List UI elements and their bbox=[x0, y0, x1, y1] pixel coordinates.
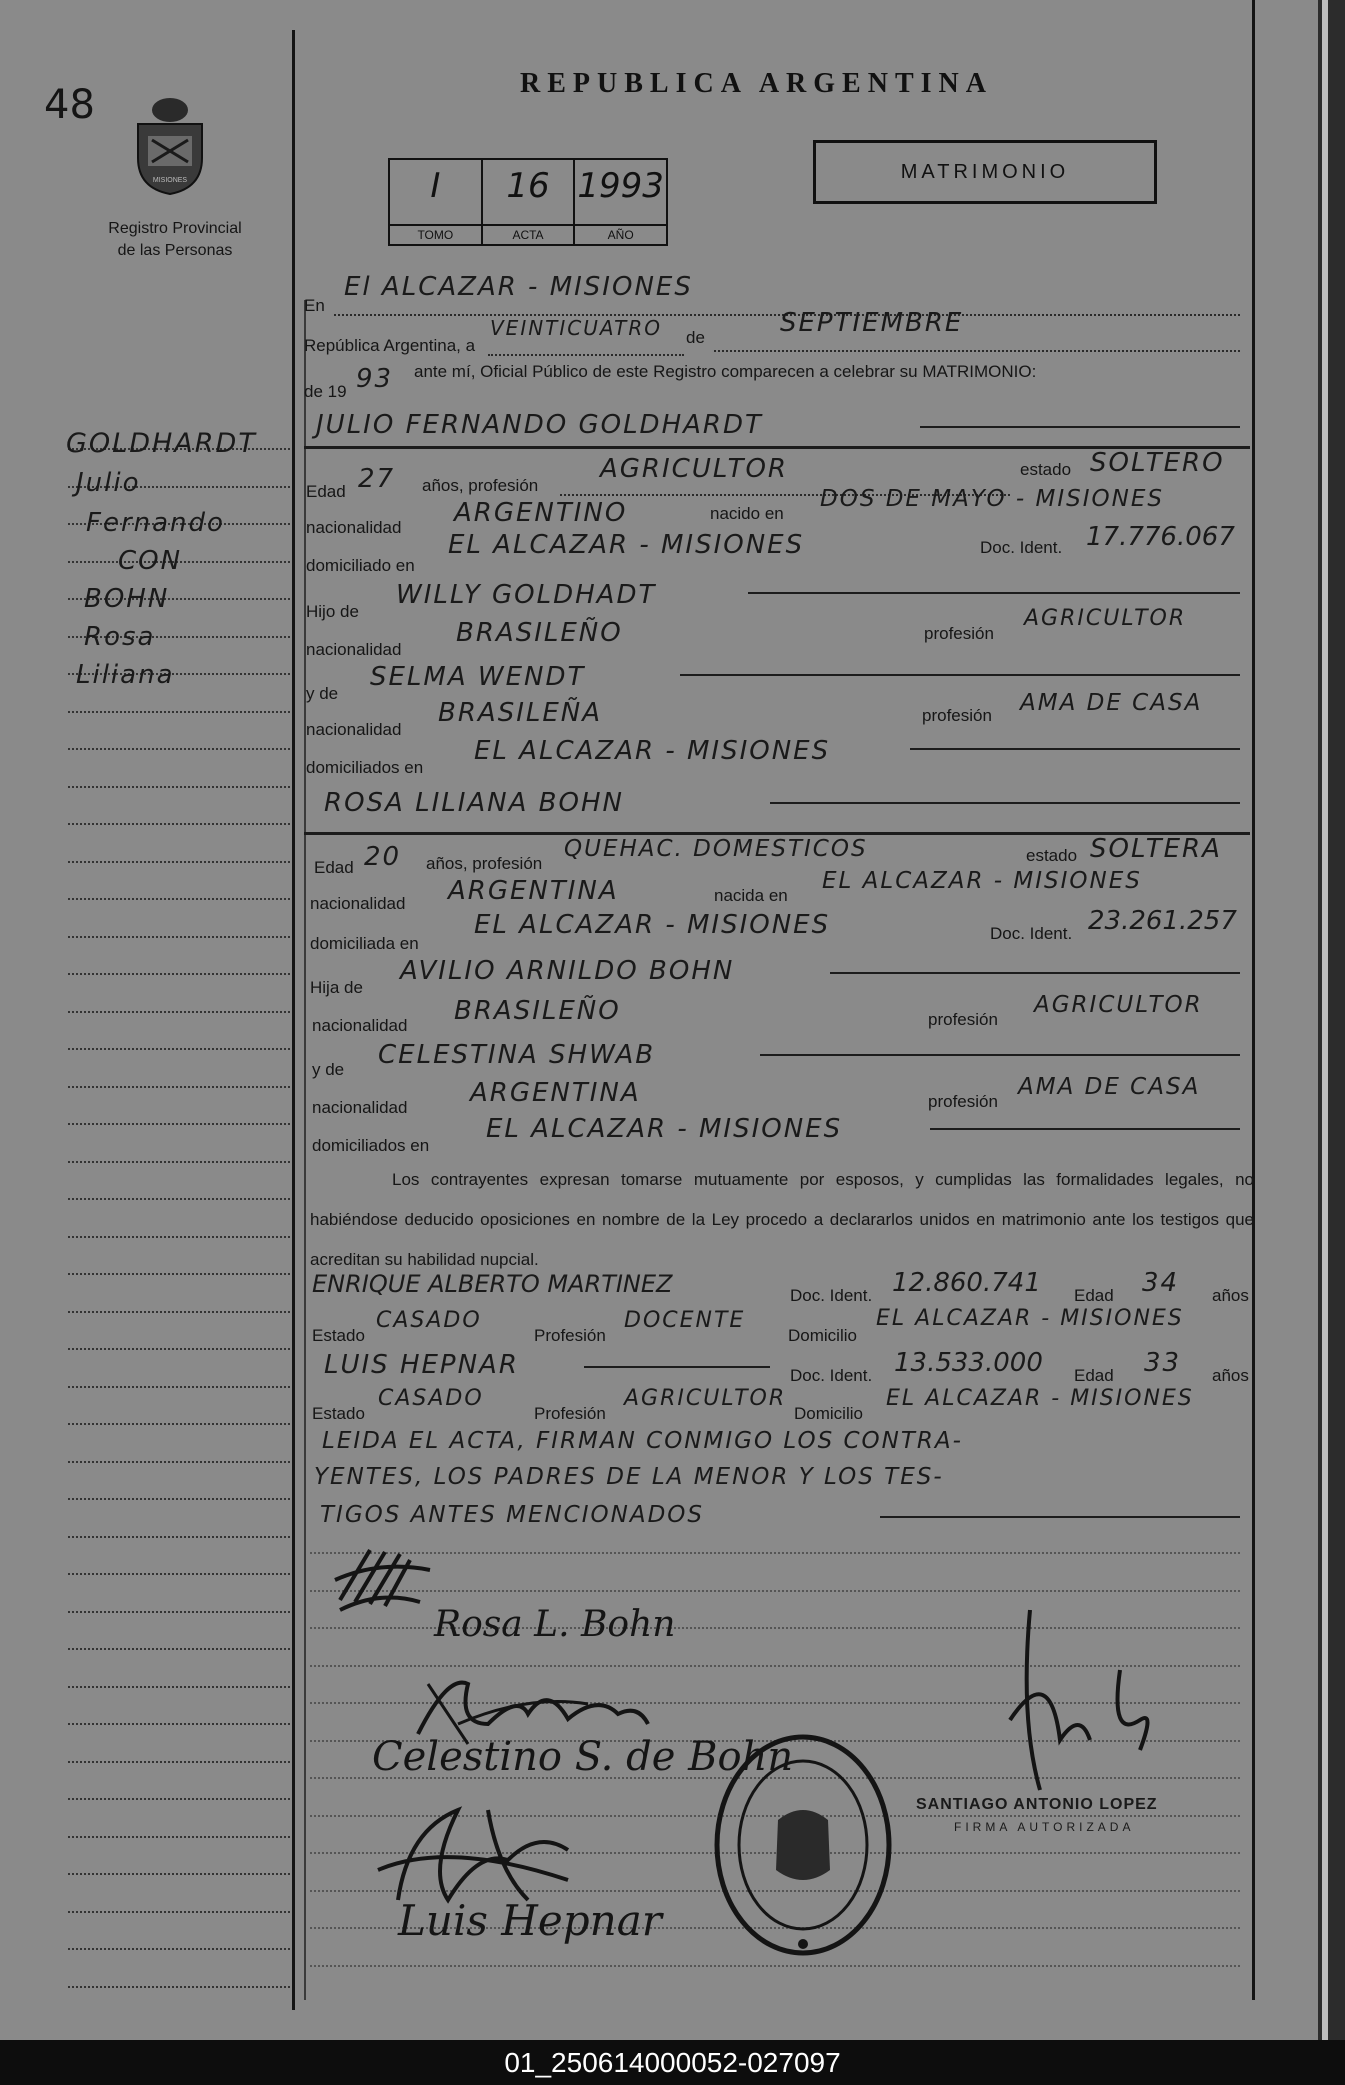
bride-fprof-label: profesión bbox=[928, 1010, 998, 1029]
margin-rule bbox=[68, 861, 290, 863]
body-rule bbox=[310, 1552, 1240, 1554]
bride-mother-line bbox=[760, 1054, 1240, 1056]
official-signature-mark bbox=[990, 1600, 1180, 1800]
groom-nac-label: nacionalidad bbox=[306, 518, 402, 537]
bride-mprof-label: profesión bbox=[928, 1092, 998, 1111]
margin-rule bbox=[68, 1348, 290, 1350]
en-label: En bbox=[304, 296, 325, 315]
margin-rule bbox=[68, 1198, 290, 1200]
margin-rule bbox=[68, 1461, 290, 1463]
margin-divider bbox=[292, 30, 295, 2010]
bride-signature: Rosa L. Bohn bbox=[434, 1604, 676, 1645]
bride-profesion-label: años, profesión bbox=[426, 854, 543, 873]
bride-profession: QUEHAC. DOMESTICOS bbox=[564, 836, 868, 862]
mother-signature: Celestino S. de Bohn bbox=[372, 1734, 794, 1780]
groom-father-nationality: BRASILEÑO bbox=[456, 618, 623, 648]
de-label: de bbox=[686, 328, 705, 347]
margin-rule bbox=[68, 823, 290, 825]
witness2-estado-label: Estado bbox=[312, 1404, 365, 1423]
groom-name: JULIO FERNANDO GOLDHARDT bbox=[316, 410, 763, 440]
witness2-profession: AGRICULTOR bbox=[624, 1386, 787, 1411]
bride-estado-label: estado bbox=[1026, 846, 1078, 865]
groom-mother: SELMA WENDT bbox=[370, 662, 586, 692]
margin-rule bbox=[68, 1948, 290, 1950]
witness1-doc: 12.860.741 bbox=[892, 1268, 1041, 1298]
official-label: FIRMA AUTORIZADA bbox=[954, 1820, 1135, 1834]
witness1-doc-label: Doc. Ident. bbox=[790, 1286, 873, 1305]
groom-edad-label: Edad bbox=[306, 482, 346, 501]
groom-mother-line bbox=[680, 674, 1240, 676]
witness2-signature: Luis Hepnar bbox=[398, 1896, 662, 1945]
margin-note: GOLDHARDT bbox=[66, 428, 257, 459]
groom-age: 27 bbox=[358, 464, 396, 494]
groom-father-line bbox=[748, 592, 1240, 594]
tomo-cell bbox=[390, 160, 483, 244]
witness1-profession: DOCENTE bbox=[624, 1308, 746, 1333]
margin-rule bbox=[68, 1011, 290, 1013]
bride-yde-label: y de bbox=[312, 1060, 345, 1079]
margin-rule bbox=[68, 1273, 290, 1275]
intro-place: El ALCAZAR - MISIONES bbox=[344, 272, 693, 302]
bride-status: SOLTERA bbox=[1090, 834, 1222, 864]
groom-mprof-label: profesión bbox=[922, 706, 992, 725]
bride-domicile: EL ALCAZAR - MISIONES bbox=[474, 910, 831, 940]
acta-label: ACTA bbox=[483, 224, 574, 242]
groom-nacido-label: nacido en bbox=[710, 504, 784, 523]
witness2-anos-label: años bbox=[1212, 1366, 1249, 1385]
witness2-age: 33 bbox=[1144, 1348, 1182, 1378]
witness2-domicile: EL ALCAZAR - MISIONES bbox=[886, 1386, 1194, 1411]
witness1-profesion-label: Profesión bbox=[534, 1326, 606, 1345]
margin-rule bbox=[68, 1236, 290, 1238]
margin-rule bbox=[68, 898, 290, 900]
witness1-anos-label: años bbox=[1212, 1286, 1249, 1305]
margin-rule bbox=[68, 1423, 290, 1425]
groom-yde-label: y de bbox=[306, 684, 339, 703]
ante-text: ante mí, Oficial Público de este Registro comparecen a celebrar su MATRIMONIO: bbox=[414, 362, 1037, 381]
witness1-age: 34 bbox=[1142, 1268, 1180, 1298]
closing-line: TIGOS ANTES MENCIONADOS bbox=[320, 1502, 704, 1528]
groom-signature-mark bbox=[330, 1540, 440, 1620]
margin-rule bbox=[68, 1761, 290, 1763]
registro-line-1: Registro Provincial bbox=[108, 220, 242, 237]
tomo-value: I bbox=[430, 166, 441, 206]
witness2-status: CASADO bbox=[378, 1386, 484, 1411]
month-dots bbox=[714, 350, 1240, 352]
inner-left-line bbox=[304, 300, 306, 2000]
margin-note: Fernando bbox=[86, 508, 225, 538]
groom-profesion-label: años, profesión bbox=[422, 476, 539, 495]
closing-line-rule bbox=[880, 1516, 1240, 1518]
bride-nacida-label: nacida en bbox=[714, 886, 788, 905]
de19-label: de 19 bbox=[304, 382, 347, 401]
margin-rule bbox=[68, 1311, 290, 1313]
groom-parents-domicile: EL ALCAZAR - MISIONES bbox=[474, 736, 831, 766]
margin-note: Liliana bbox=[76, 660, 175, 690]
groom-pdom-label: domiciliados en bbox=[306, 758, 424, 777]
margin-note: Rosa bbox=[84, 622, 156, 652]
groom-doc: 17.776.067 bbox=[1086, 522, 1235, 552]
declaration-text: Los contrayentes expresan tomarse mutuamente por esposos, y cumplidas las formalidades legales, no habiéndose deducido oposiciones en nombre de la Ley procedo a declararlos unidos en matrimonio ante los testigos que acreditan su habilidad nupcial. bbox=[310, 1170, 1254, 1269]
bride-father-line bbox=[830, 972, 1240, 974]
bride-mnac-label: nacionalidad bbox=[312, 1098, 408, 1117]
bride-doc: 23.261.257 bbox=[1088, 906, 1237, 936]
republica-label: República Argentina, a bbox=[304, 336, 476, 355]
intro-month: SEPTIEMBRE bbox=[780, 308, 964, 338]
province-seal-icon bbox=[130, 96, 210, 196]
witness1-edad-label: Edad bbox=[1074, 1286, 1114, 1305]
witness2-edad-label: Edad bbox=[1074, 1366, 1114, 1385]
bride-mother-profession: AMA DE CASA bbox=[1018, 1074, 1201, 1100]
margin-rule bbox=[68, 1086, 290, 1088]
margin-note: Julio bbox=[76, 468, 141, 498]
groom-father-profession: AGRICULTOR bbox=[1024, 606, 1187, 631]
witness2-profesion-label: Profesión bbox=[534, 1404, 606, 1423]
margin-rule bbox=[68, 1723, 290, 1725]
ano-label: AÑO bbox=[575, 224, 666, 242]
margin-rule bbox=[68, 1048, 290, 1050]
bride-birthplace: EL ALCAZAR - MISIONES bbox=[822, 868, 1142, 894]
acta-value: 16 bbox=[506, 166, 550, 206]
margin-rule bbox=[68, 1986, 290, 1988]
bride-pdom-line bbox=[930, 1128, 1240, 1130]
groom-birthplace: DOS DE MAYO - MISIONES bbox=[820, 486, 1164, 512]
margin-rule bbox=[68, 1836, 290, 1838]
groom-estado-label: estado bbox=[1020, 460, 1072, 479]
margin-rule bbox=[68, 1573, 290, 1575]
witness2-doc-label: Doc. Ident. bbox=[790, 1366, 873, 1385]
witness1-domicile: EL ALCAZAR - MISIONES bbox=[876, 1306, 1184, 1331]
bride-father-nationality: BRASILEÑO bbox=[454, 996, 621, 1026]
bride-nationality: ARGENTINA bbox=[448, 876, 619, 906]
witness2-name-line bbox=[584, 1366, 770, 1368]
bride-age: 20 bbox=[364, 842, 402, 872]
groom-father: WILLY GOLDHADT bbox=[396, 580, 657, 610]
margin-note: CON bbox=[118, 546, 183, 576]
intro-day: VEINTICUATRO bbox=[490, 316, 662, 340]
witness1-name: ENRIQUE ALBERTO MARTINEZ bbox=[312, 1270, 673, 1298]
margin-rule bbox=[68, 786, 290, 788]
margin-rule bbox=[68, 711, 290, 713]
groom-pdom-line bbox=[910, 748, 1240, 750]
margin-rule bbox=[68, 1686, 290, 1688]
witness1-estado-label: Estado bbox=[312, 1326, 365, 1345]
margin-rule bbox=[68, 1123, 290, 1125]
margin-rule bbox=[68, 748, 290, 750]
closing-line: YENTES, LOS PADRES DE LA MENOR Y LOS TES- bbox=[314, 1464, 944, 1490]
seal-text: MISIONES bbox=[152, 177, 188, 184]
bride-mother: CELESTINA SHWAB bbox=[378, 1040, 656, 1070]
bride-edad-label: Edad bbox=[314, 858, 354, 877]
margin-rule bbox=[68, 1648, 290, 1650]
page-number: 48 bbox=[44, 82, 95, 128]
bride-dom-label: domiciliada en bbox=[310, 934, 419, 953]
doc-type-box: MATRIMONIO bbox=[813, 140, 1157, 204]
margin-rule bbox=[68, 1798, 290, 1800]
right-border-line bbox=[1252, 0, 1255, 2000]
bride-parents-domicile: EL ALCAZAR - MISIONES bbox=[486, 1114, 843, 1144]
groom-hijo-label: Hijo de bbox=[306, 602, 359, 621]
margin-rule bbox=[68, 1386, 290, 1388]
registry-stamp-icon bbox=[708, 1730, 898, 1960]
witness1-status: CASADO bbox=[376, 1308, 482, 1333]
groom-fprof-label: profesión bbox=[924, 624, 994, 643]
groom-nationality: ARGENTINO bbox=[454, 498, 628, 528]
bride-fnac-label: nacionalidad bbox=[312, 1016, 408, 1035]
acta-cell bbox=[483, 160, 576, 244]
groom-domicile: EL ALCAZAR - MISIONES bbox=[448, 530, 805, 560]
bride-name-line bbox=[770, 802, 1240, 804]
ano-cell bbox=[575, 160, 666, 244]
groom-fnac-label: nacionalidad bbox=[306, 640, 402, 659]
groom-mother-nationality: BRASILEÑA bbox=[438, 698, 603, 728]
bride-name: ROSA LILIANA BOHN bbox=[324, 788, 624, 818]
margin-rule bbox=[68, 973, 290, 975]
body-rule bbox=[310, 1965, 1240, 1967]
margin-rule bbox=[68, 1911, 290, 1913]
tomo-label: TOMO bbox=[390, 224, 481, 242]
intro-year: 93 bbox=[356, 364, 394, 394]
registro-line-2: de las Personas bbox=[117, 242, 233, 259]
registry-box bbox=[388, 158, 668, 246]
official-name: SANTIAGO ANTONIO LOPEZ bbox=[916, 1796, 1158, 1813]
ano-value: 1993 bbox=[577, 166, 664, 206]
registry-office-label bbox=[90, 218, 260, 262]
body-rule bbox=[310, 1590, 1240, 1592]
country-title: REPUBLICA ARGENTINA bbox=[520, 68, 993, 99]
groom-profession: AGRICULTOR bbox=[600, 454, 788, 484]
margin-note: BOHN bbox=[84, 584, 170, 614]
bride-mother-nationality: ARGENTINA bbox=[470, 1078, 641, 1108]
margin-rule bbox=[68, 1536, 290, 1538]
witness1-domicilio-label: Domicilio bbox=[788, 1326, 857, 1345]
bride-pdom-label: domiciliados en bbox=[312, 1136, 430, 1155]
margin-rule bbox=[68, 1161, 290, 1163]
day-dots bbox=[488, 354, 684, 356]
file-id: 01_250614000052-027097 bbox=[504, 2047, 841, 2078]
witness2-name: LUIS HEPNAR bbox=[324, 1350, 519, 1380]
margin-rule bbox=[68, 1611, 290, 1613]
groom-status: SOLTERO bbox=[1090, 448, 1225, 478]
bride-doc-label: Doc. Ident. bbox=[990, 924, 1073, 943]
groom-dom-label: domiciliado en bbox=[306, 556, 415, 575]
bride-father: AVILIO ARNILDO BOHN bbox=[400, 956, 735, 986]
groom-doc-label: Doc. Ident. bbox=[980, 538, 1063, 557]
groom-mother-profession: AMA DE CASA bbox=[1020, 690, 1203, 716]
margin-rule bbox=[68, 936, 290, 938]
witness2-domicilio-label: Domicilio bbox=[794, 1404, 863, 1423]
margin-rule bbox=[68, 1498, 290, 1500]
bride-hija-label: Hija de bbox=[310, 978, 363, 997]
bride-father-profession: AGRICULTOR bbox=[1034, 992, 1203, 1018]
margin-rule bbox=[68, 1873, 290, 1875]
closing-line: LEIDA EL ACTA, FIRMAN CONMIGO LOS CONTRA- bbox=[322, 1428, 963, 1454]
binding-edge bbox=[1318, 0, 1345, 2040]
groom-mnac-label: nacionalidad bbox=[306, 720, 402, 739]
groom-name-line bbox=[920, 426, 1240, 428]
bride-nac-label: nacionalidad bbox=[310, 894, 406, 913]
witness2-doc: 13.533.000 bbox=[894, 1348, 1043, 1378]
